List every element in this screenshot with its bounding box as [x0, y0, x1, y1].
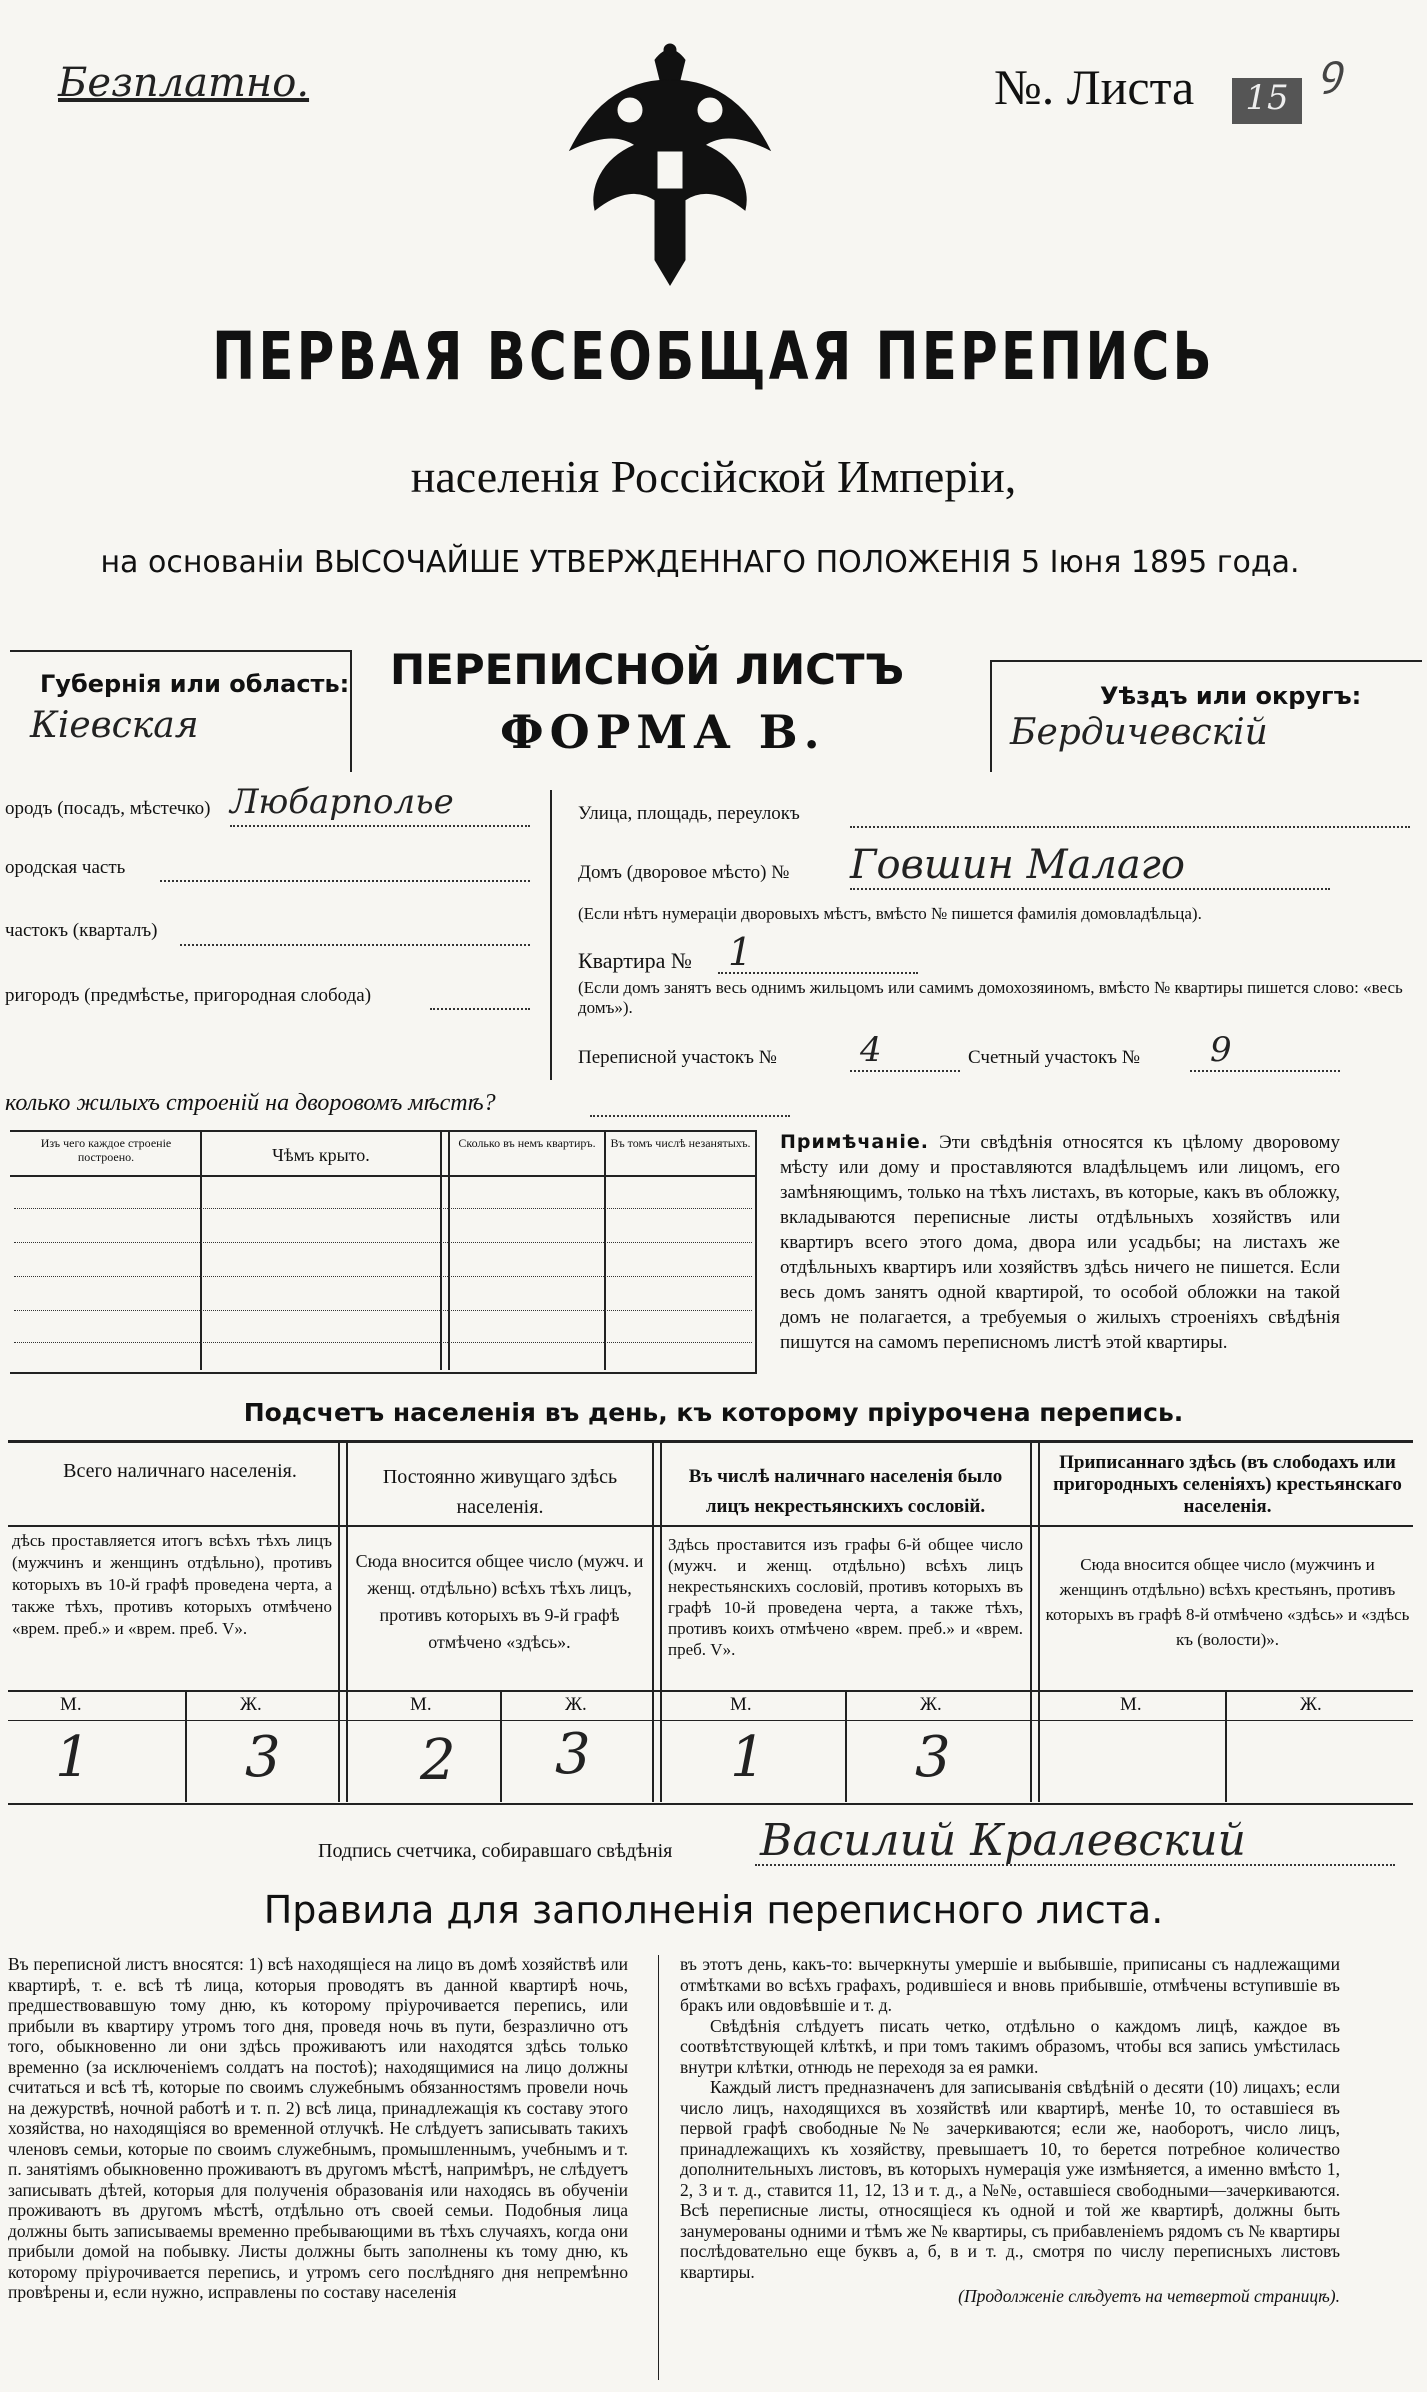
count-col1-f-value: 3	[245, 1725, 281, 1790]
count-col1-f-label: Ж.	[240, 1694, 262, 1715]
legal-basis: на основаніи ВЫСОЧАЙШЕ УТВЕРЖДЕННАГО ПОЛОЖЕНІЯ 5 Іюня 1895 года.	[100, 545, 1300, 580]
buildings-note	[780, 1130, 1340, 1355]
eagle-emblem-icon	[560, 40, 780, 290]
precinct-label: частокъ (кварталъ)	[5, 920, 158, 941]
rules-continued: (Продолженіе слѣдуетъ на четвертой страницѣ).	[958, 2286, 1340, 2306]
census-area-label: Переписной участокъ №	[578, 1047, 777, 1068]
count-col4-head: Приписаннаго здѣсь (въ слободахъ или пригородныхъ селеніяхъ) крестьянскаго населенія.	[1053, 1452, 1402, 1517]
buildings-note-text: Эти свѣдѣнія относятся къ цѣлому дворовому мѣсту или дому и проставляются владѣльцемъ или лицомъ, его замѣняющимъ, только на тѣхъ листахъ, въ которые, какъ въ обложку, вкладываются переписные листы отдѣльныхъ хозяйствъ или квартиръ всего этого дома, двора или усадьбы; на листахъ же отдѣльныхъ квартиръ или хозяйствъ здѣсь ничего не пишется. Если весь домъ занятъ одной квартирой, то особой обложки на такой домъ не полагается, а требуемыя о жилыхъ строеніяхъ свѣдѣнія пишутся на самомъ переписномъ листѣ этой квартиры.	[780, 1132, 1340, 1353]
count-col3-m-value: 1	[730, 1725, 766, 1790]
buildings-col-vacant: Въ томъ числѣ незанятыхъ.	[610, 1136, 751, 1150]
city-value: Любарполье	[230, 782, 454, 822]
count-col3-desc: Здѣсь проставится изъ графы 6-й общее число (мужч. и женщ. отдѣльно) всѣхъ лицъ некрестьянскихъ сословій, противъ которыхъ въ графѣ 10-й проведена черта, а также тѣхъ, противъ коихъ отмѣчено «врем. преб.» и «врем. преб. V».	[668, 1535, 1023, 1659]
house-note: (Если нѣтъ нумераціи дворовыхъ мѣстъ, вмѣсто № пишется фамилія домовладѣльца).	[578, 904, 1202, 923]
house-value: Говшин Малаго	[850, 842, 1185, 888]
apartment-value: 1	[728, 930, 753, 974]
count-col4-m-label: М.	[1120, 1694, 1142, 1715]
count-col2-m-label: М.	[410, 1694, 432, 1715]
count-col2-head: Постоянно живущаго здѣсь населенія.	[382, 1466, 618, 1518]
gubernia-value: Кіевская	[30, 705, 199, 746]
count-col1-desc: дѣсь проставляется итогъ всѣхъ тѣхъ лицъ (мужчинъ и женщинъ отдѣльно), противъ которыхъ въ 10-й графѣ проведена черта, а также тѣхъ, противъ которыхъ отмѣчено «врем. преб.» и «врем. преб. V».	[12, 1531, 332, 1638]
buildings-col-material: Изъ чего каждое строеніе построено.	[40, 1136, 172, 1164]
uezd-label: Уѣздъ или округъ:	[1100, 682, 1362, 710]
buildings-table	[10, 1130, 757, 1374]
buildings-col-apartments: Сколько въ немъ квартиръ.	[458, 1136, 596, 1150]
count-col2-m-value: 2	[420, 1728, 456, 1793]
signature-label: Подпись счетчика, собиравшаго свѣдѣнія	[318, 1840, 673, 1862]
rules-title: Правила для заполненія переписного листа.	[263, 1888, 1164, 1932]
rules-right-text-1: въ этотъ день, какъ-то: вычеркнуты умершіе и выбывшіе, приписаны съ надлежащими отмѣтками во всѣхъ графахъ, родившіеся и вновь прибывшіе, отмѣчены вступившіе въ бракъ или овдовѣвшіе и т. д.	[680, 1954, 1340, 2015]
count-col4-f-label: Ж.	[1300, 1694, 1322, 1715]
count-title: Подсчетъ населенія въ день, къ которому пріурочена перепись.	[243, 1398, 1184, 1427]
form-title: ПЕРЕПИСНОЙ ЛИСТЪ	[390, 645, 905, 694]
signature-value: Василий Кралевский	[760, 1815, 1246, 1866]
main-title: ПЕРВАЯ ВСЕОБЩАЯ ПЕРЕПИСЬ	[212, 318, 1215, 395]
gubernia-label: Губернія или область:	[40, 670, 350, 698]
count-col2-f-value: 3	[555, 1722, 591, 1787]
count-col3-m-label: М.	[730, 1694, 752, 1715]
count-area-label: Счетный участокъ №	[968, 1047, 1140, 1068]
sheet-number-value: 15	[1232, 78, 1302, 124]
buildings-col-roof: Чѣмъ крыто.	[272, 1145, 370, 1165]
count-col3-head: Въ числѣ наличнаго населенія было лицъ некрестьянскихъ сословій.	[688, 1466, 1003, 1517]
street-label: Улица, площадь, переулокъ	[578, 803, 800, 824]
count-col2-f-label: Ж.	[565, 1694, 587, 1715]
apartment-label: Квартира №	[578, 948, 692, 973]
district-label: ородская часть	[5, 857, 126, 878]
form-subtitle: ФОРМА В.	[500, 705, 826, 759]
count-col4-desc: Сюда вносится общее число (мужчинъ и женщинъ отдѣльно) всѣхъ крестьянъ, противъ которыхъ въ графѣ 8-й отмѣчено «здѣсь» и «здѣсь къ (волости)».	[1045, 1555, 1410, 1649]
free-label: Безплатно.	[58, 60, 310, 106]
count-col3-f-label: Ж.	[920, 1694, 942, 1715]
count-col3-f-value: 3	[915, 1725, 951, 1790]
count-area-value: 9	[1210, 1030, 1232, 1070]
sheet-number-label: №. Листа	[994, 59, 1195, 115]
rules-right-text-2: Свѣдѣнія слѣдуетъ писать четко, отдѣльно о каждомъ лицѣ, каждое въ соотвѣтствующей клѣткѣ, и при томъ такимъ образомъ, чтобы вся запись умѣстилась внутри клѣтки, отнюдь не переходя за ея рамки.	[680, 2015, 1340, 2077]
count-col1-head: Всего наличнаго населенія.	[63, 1460, 297, 1482]
buildings-note-title: Примѣчаніе.	[780, 1131, 929, 1153]
buildings-question: колько жилыхъ строеній на дворовомъ мѣстѣ?	[5, 1090, 496, 1116]
census-area-value: 4	[860, 1030, 882, 1070]
count-col1-m-label: М.	[60, 1694, 82, 1715]
suburb-label: ригородъ (предмѣстье, пригородная слобода)	[5, 985, 372, 1006]
rules-right-column	[680, 1954, 1340, 2307]
subtitle: населенія Россійской Имперіи,	[410, 451, 1017, 502]
uezd-value: Бердичевскій	[1010, 712, 1268, 753]
count-col1-m-value: 1	[55, 1725, 91, 1790]
rules-right-text-3: Каждый листъ предназначенъ для записыванія свѣдѣній о десяти (10) лицахъ; если число лицъ, находящихся въ хозяйствѣ или квартирѣ, менѣе 10, то оставшіеся въ первой графѣ свободные №№ зачеркиваются; если же, наоборотъ, число лицъ, принадлежащихъ къ хозяйству, превышаетъ 10, то берется потребное количество дополнительныхъ листовъ, въ которыхъ нумерація уже измѣняется, а именно вмѣсто 1, 2, 3 и т. д., ставится 11, 12, 13 и т. д., а №№, оставшіеся свободными—зачеркиваются. Всѣ переписные листы, относящіеся къ одной и той же квартирѣ, должны быть занумерованы одними и тѣмъ же № квартиры, съ прибавленіемъ рядомъ съ № квартиры послѣдовательно еще буквъ а, б, в и т. д., смотря по числу переписныхъ листовъ квартиры.	[680, 2077, 1340, 2282]
house-label: Домъ (дворовое мѣсто) №	[578, 862, 790, 883]
count-col2-desc: Сюда вносится общее число (мужч. и женщ. отдѣльно) всѣхъ тѣхъ лицъ, противъ которыхъ въ 9-й графѣ отмѣчено «здѣсь».	[355, 1551, 644, 1652]
city-label: ородъ (посадъ, мѣстечко)	[5, 798, 211, 819]
apartment-note: (Если домъ занятъ весь однимъ жильцомъ или самимъ домохозяиномъ, вмѣсто № квартиры пишется слово: «весь домъ»).	[578, 978, 1403, 1017]
margin-scribble: ꝯ	[1318, 45, 1343, 94]
rules-left-text: Въ переписной листъ вносятся: 1) всѣ находящіеся на лицо въ домѣ хозяйствѣ или квартирѣ, т. е. всѣ тѣ лица, которыя проводятъ въ данной квартирѣ ночь, предшествовавшую тому дню, къ которому пріурочивается перепись, или прибыли въ квартиру утромъ того дня, проведя ночь въ пути, безразлично отъ того, обыкновенно ли они здѣсь проживаютъ или находятся здѣсь только временно (за исключеніемъ солдатъ на постоѣ); находящимися на лицо должны считаться и всѣ тѣ, которые по своимъ служебнымъ обязанностямъ провели ночь на дежурствѣ, ночной работѣ и т. п. 2) всѣ лица, принадлежащія къ составу этого хозяйства, но находящіяся во временной отлучкѣ. Не слѣдуетъ записывать такихъ членовъ семьи, которые по своимъ служебнымъ, промышленнымъ, учебнымъ и т. п. занятіямъ обыкновенно проживаютъ въ другомъ мѣстѣ, напримѣръ, не слѣдуетъ записывать дѣтей, которыя для полученія образованія или находясь въ обученіи проживаютъ въ другомъ мѣстѣ, отдѣльно отъ своей семьи. Подобныя лица должны быть записываемы временно пребывающими въ тѣхъ случаяхъ, когда они прибыли домой на побывку. Листы должны быть заполнены къ тому дню, къ которому пріурочивается перепись, и утромъ сего послѣдняго дня непремѣнно провѣрены и, если нужно, исправлены по составу населенія	[8, 1954, 628, 2302]
